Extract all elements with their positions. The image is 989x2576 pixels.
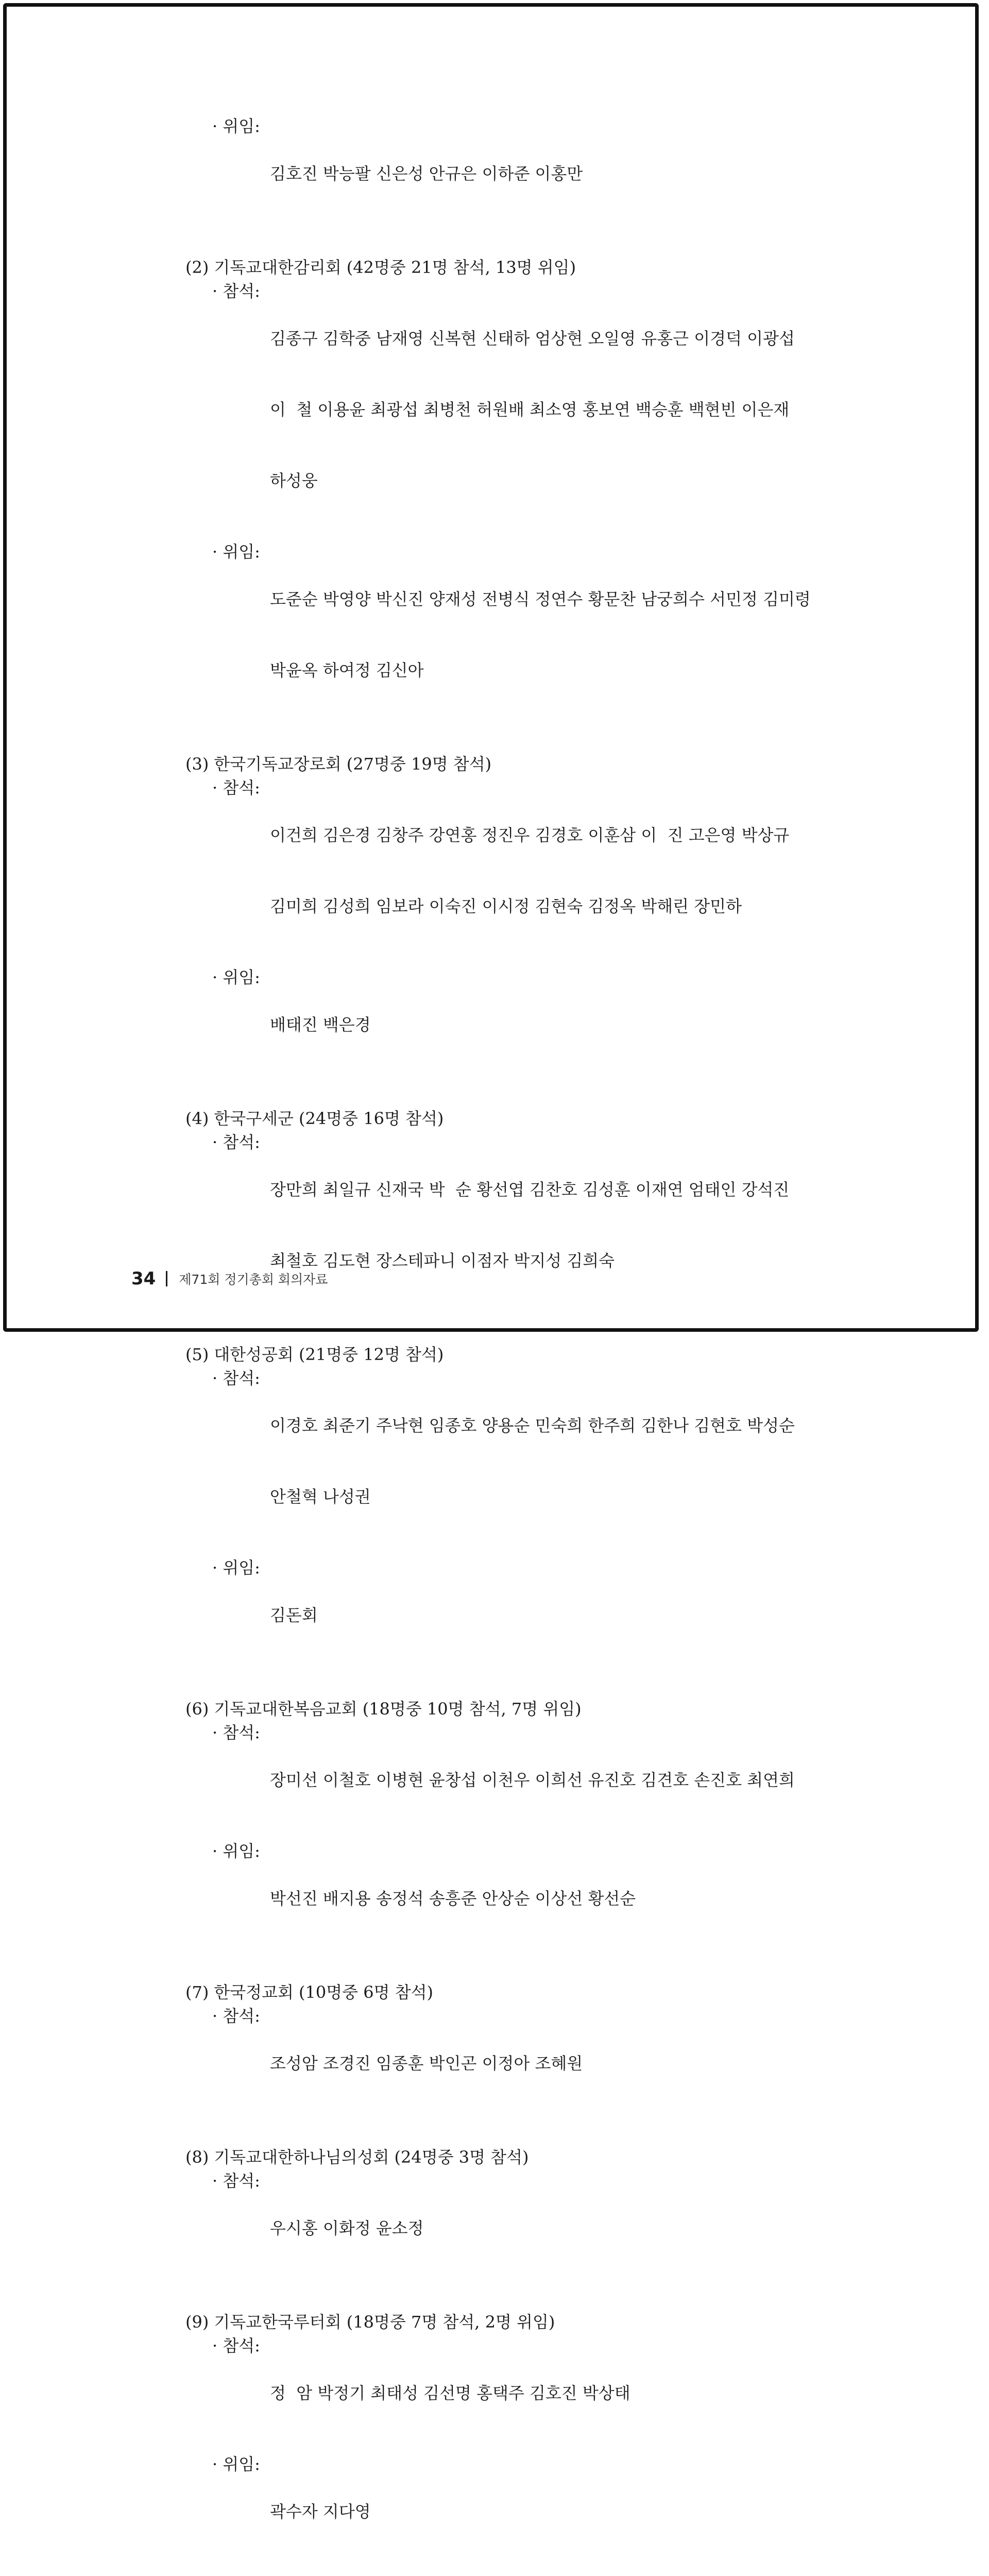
name-line: 장만희 최일규 신재국 박 순 황선엽 김찬호 김성훈 이재연 엄태인 강석진: [270, 1180, 790, 1199]
entry-attendance: [185, 776, 886, 965]
section-heading: [185, 1107, 886, 1130]
section-title: 기독교대한감리회 (42명중 21명 참석, 13명 위임): [214, 258, 576, 277]
section-number: (4): [185, 1109, 209, 1128]
section-title: 기독교대한복음교회 (18명중 10명 참석, 7명 위임): [214, 1699, 582, 1719]
section-title: 기독교대한하나님의성회 (24명중 3명 참석): [214, 2147, 529, 2167]
name-line: 김종구 김학중 남재영 신복현 신태하 엄상현 오일영 유홍근 이경덕 이광섭: [270, 329, 795, 348]
section-title: 한국기독교장로회 (27명중 19명 참석): [214, 754, 492, 774]
document-title: 제71회 정기총회 회의자료: [179, 1272, 328, 1287]
section-number: (9): [185, 2312, 209, 2332]
section-lutheran: [185, 2310, 886, 2571]
name-line: 도준순 박영양 박신진 양재성 전병식 정연수 황문찬 남궁희수 서민정 김미령: [270, 589, 811, 609]
entry-attendance: [185, 279, 886, 540]
section-orthodox: [185, 1980, 886, 2123]
entry-names: [270, 2452, 837, 2571]
name-line: 박윤옥 하여정 김신아: [270, 660, 424, 680]
section-number: (5): [185, 1345, 209, 1364]
entry-names: [270, 2334, 837, 2452]
footer-divider: [166, 1271, 167, 1286]
entry-names: [270, 114, 837, 233]
section-number: (8): [185, 2147, 209, 2167]
entry-delegated: [185, 2452, 886, 2571]
entry-names: [270, 540, 837, 730]
name-line: 조성암 조경진 임종훈 박인곤 이정아 조혜원: [270, 2054, 583, 2073]
name-line: 안철혁 나성권: [270, 1487, 371, 1506]
entry-names: [270, 2169, 837, 2287]
entry-names: [270, 1839, 837, 1958]
section-title: 한국구세군 (24명중 16명 참석): [214, 1109, 444, 1128]
entry-label: · 참석:: [212, 1368, 260, 1388]
name-line: 박선진 배지용 송정석 송흥준 안상순 이상선 황선순: [270, 1889, 636, 1908]
entry-label: · 위임:: [212, 968, 260, 987]
entry-attendance: [185, 2334, 886, 2452]
section-anglican: [185, 1343, 886, 1674]
name-line: 김미희 김성희 임보라 이숙진 이시정 김현숙 김정옥 박해린 장민하: [270, 896, 742, 916]
entry-label: · 참석:: [212, 1132, 260, 1152]
section-title: 대한성공회 (21명중 12명 참석): [214, 1345, 444, 1364]
name-line: 이경호 최준기 주낙현 임종호 양용순 민숙희 한주희 김한나 김현호 박성순: [270, 1416, 795, 1435]
entry-label: · 참석:: [212, 281, 260, 301]
intro-block: [185, 114, 886, 233]
name-line: 우시홍 이화정 윤소정: [270, 2218, 424, 2238]
entry-names: [270, 1130, 837, 1320]
section-heading: [185, 2145, 886, 2169]
section-heading: [185, 1697, 886, 1721]
entry-label: · 위임:: [212, 116, 260, 136]
section-number: (7): [185, 1982, 209, 2002]
section-heading: [185, 752, 886, 776]
entry-delegated: [185, 114, 886, 233]
name-line: 이 철 이용윤 최광섭 최병천 허원배 최소영 홍보연 백승훈 백현빈 이은재: [270, 400, 790, 419]
name-line: 정 암 박정기 최태성 김선명 홍택주 김호진 박상태: [270, 2383, 630, 2403]
entry-names: [270, 2004, 837, 2123]
entry-delegated: [185, 1839, 886, 1958]
section-title: 한국정교회 (10명중 6명 참석): [214, 1982, 434, 2002]
entry-label: · 위임:: [212, 1558, 260, 1578]
entry-label: · 참석:: [212, 2171, 260, 2191]
page-number: 34: [131, 1268, 156, 1289]
entry-delegated: [185, 965, 886, 1084]
name-line: 배태진 백은경: [270, 1015, 371, 1035]
entry-names: [270, 965, 837, 1084]
name-line: 김호진 박능팔 신은성 안규은 이하준 이홍만: [270, 164, 583, 183]
entry-label: · 참석:: [212, 1723, 260, 1742]
entry-label: · 위임:: [212, 2454, 260, 2474]
name-line: 하성웅: [270, 471, 318, 490]
section-heading: [185, 256, 886, 279]
name-line: 장미선 이철호 이병현 윤창섭 이천우 이희선 유진호 김견호 손진호 최연희: [270, 1770, 795, 1790]
section-methodist: [185, 256, 886, 730]
section-evangelical: [185, 1697, 886, 1958]
name-line: 이건희 김은경 김창주 강연홍 정진우 김경호 이훈삼 이 진 고은영 박상규: [270, 825, 790, 845]
name-line: 김돈회: [270, 1605, 318, 1625]
section-heading: [185, 1343, 886, 1366]
section-number: (2): [185, 258, 209, 277]
section-heading: [185, 1980, 886, 2004]
entry-attendance: [185, 1721, 886, 1839]
entry-names: [270, 1366, 837, 1556]
section-presbyterian: [185, 752, 886, 1084]
name-line: 최철호 김도현 장스테파니 이점자 박지성 김희숙: [270, 1251, 615, 1270]
entry-names: [270, 776, 837, 965]
section-title: 기독교한국루터회 (18명중 7명 참석, 2명 위임): [214, 2312, 555, 2332]
section-number: (6): [185, 1699, 209, 1719]
entry-delegated: [185, 1556, 886, 1674]
section-heading: [185, 2310, 886, 2334]
entry-names: [270, 1721, 837, 1839]
name-line: 곽수자 지다영: [270, 2502, 371, 2521]
page-footer: [131, 1268, 328, 1289]
entry-label: · 위임:: [212, 542, 260, 562]
page-content: [185, 114, 886, 2576]
entry-label: · 참석:: [212, 2006, 260, 2026]
entry-names: [270, 1556, 837, 1674]
entry-names: [270, 279, 837, 540]
entry-attendance: [185, 1130, 886, 1320]
section-number: (3): [185, 754, 209, 774]
entry-attendance: [185, 2169, 886, 2287]
entry-label: · 참석:: [212, 778, 260, 798]
entry-attendance: [185, 1366, 886, 1556]
section-assemblies-of-god: [185, 2145, 886, 2287]
entry-label: · 참석:: [212, 2336, 260, 2355]
entry-label: · 위임:: [212, 1841, 260, 1861]
entry-delegated: [185, 540, 886, 730]
entry-attendance: [185, 2004, 886, 2123]
